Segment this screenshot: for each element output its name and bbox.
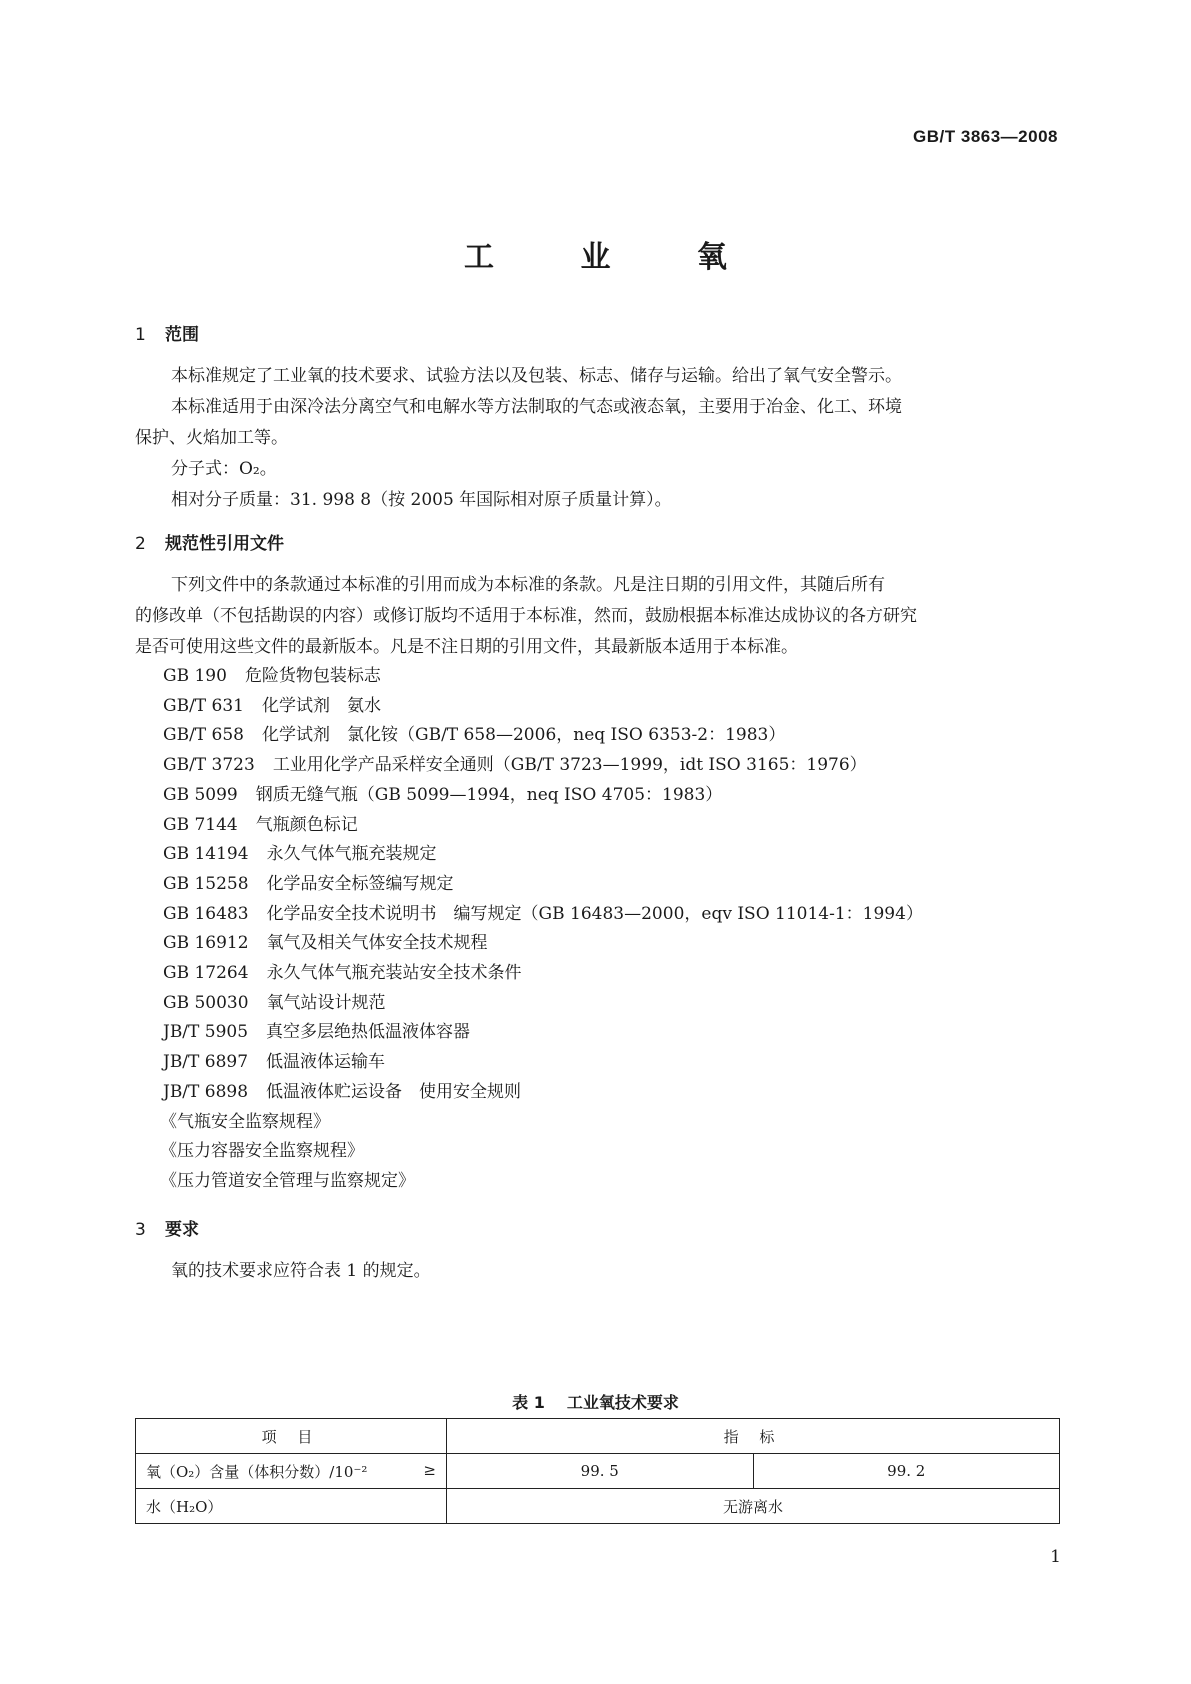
table-caption (0, 1390, 1191, 1413)
paragraph: 本标准适用于由深冷法分离空气和电解水等方法制取的气态或液态氧，主要用于冶金、化工、环境 (171, 397, 902, 417)
reference-title: 永久气体气瓶充装站安全技术条件 (266, 963, 522, 983)
reference-title: 氧气及相关气体安全技术规程 (266, 933, 488, 953)
reference-code: JB/T 6897 (163, 1052, 249, 1072)
item-label: 氧（O₂）含量（体积分数）/10⁻² (146, 1462, 368, 1481)
reference-title: 氧气站设计规范 (266, 993, 386, 1013)
reference-title: 化学品安全标签编写规定 (266, 874, 454, 894)
reference-item (163, 1047, 385, 1072)
reference-title: 真空多层绝热低温液体容器 (266, 1022, 471, 1042)
reference-code: GB 16912 (163, 933, 249, 953)
reference-title: 化学试剂 氯化铵（GB/T 658—2006，neq ISO 6353-2：1983） (262, 725, 786, 745)
reference-item (163, 1017, 470, 1042)
reference-title: 气瓶颜色标记 (255, 815, 358, 835)
reference-title: 危险货物包装标志 (244, 666, 381, 686)
header-item: 项 目 (136, 1419, 447, 1454)
spec-table (135, 1418, 1060, 1524)
reference-code: GB/T 631 (163, 696, 244, 716)
reference-item (163, 810, 358, 835)
table-row (136, 1454, 1060, 1489)
paragraph: 是否可使用这些文件的最新版本。凡是不注日期的引用文件，其最新版本适用于本标准。 (135, 637, 798, 657)
reference-code: GB 14194 (163, 844, 249, 864)
reference-item (163, 928, 488, 953)
reference-item (163, 899, 923, 924)
value-cell: 99. 5 (447, 1454, 754, 1489)
table-row (136, 1489, 1060, 1524)
reference-code: GB/T 3723 (163, 755, 255, 775)
paragraph: 本标准规定了工业氧的技术要求、试验方法以及包装、标志、储存与运输。给出了氧气安全警示。 (171, 366, 902, 386)
reference-item (163, 869, 454, 894)
reference-item (163, 691, 381, 716)
operator: ≥ (423, 1460, 436, 1479)
table-title: 工业氧技术要求 (566, 1393, 679, 1412)
reference-code: JB/T 6898 (163, 1082, 249, 1102)
paragraph: 下列文件中的条款通过本标准的引用而成为本标准的条款。凡是注日期的引用文件，其随后所有 (171, 575, 885, 595)
section-number: 3 (135, 1220, 146, 1240)
reference-code: GB 15258 (163, 874, 249, 894)
table-header-row (136, 1419, 1060, 1454)
page-number: 1 (1050, 1547, 1061, 1567)
row-item (136, 1454, 447, 1489)
reference-code: GB 5099 (163, 785, 238, 805)
reference-title: 化学品安全技术说明书 编写规定（GB 16483—2000，eqv ISO 11014-1：1994） (266, 904, 923, 924)
reference-title: 低温液体运输车 (266, 1052, 386, 1072)
merged-value-cell: 无游离水 (447, 1489, 1060, 1524)
reference-code: GB 17264 (163, 963, 249, 983)
paragraph: 保护、火焰加工等。 (135, 428, 288, 448)
reference-code: JB/T 5905 (163, 1022, 249, 1042)
table-number: 表 1 (512, 1393, 545, 1412)
reference-item (163, 1077, 521, 1102)
section-1-heading (135, 320, 199, 345)
section-number: 2 (135, 534, 146, 554)
reference-code: GB 190 (163, 666, 227, 686)
reference-code: GB/T 658 (163, 725, 244, 745)
formula-line: 分子式：O₂。 (171, 459, 277, 479)
reference-title: 工业用化学产品采样安全通则（GB/T 3723—1999，idt ISO 3165：1976） (272, 755, 867, 775)
section-title: 规范性引用文件 (165, 534, 284, 554)
section-title: 范围 (165, 325, 199, 345)
reference-item (163, 661, 381, 686)
reference-title: 低温液体贮运设备 使用安全规则 (266, 1082, 522, 1102)
molar-mass-line: 相对分子质量：31. 998 8（按 2005 年国际相对原子质量计算）。 (171, 490, 672, 510)
document-title: 工 业 氧 (464, 240, 765, 275)
value-cell: 99. 2 (753, 1454, 1060, 1489)
reference-item (163, 750, 867, 775)
paragraph: 氧的技术要求应符合表 1 的规定。 (171, 1261, 431, 1281)
reference-item (163, 780, 722, 805)
regulation-item: 《压力容器安全监察规程》 (160, 1141, 364, 1161)
reference-title: 钢质无缝气瓶（GB 5099—1994，neq ISO 4705：1983） (255, 785, 723, 805)
reference-title: 化学试剂 氨水 (262, 696, 381, 716)
section-title: 要求 (165, 1220, 199, 1240)
section-number: 1 (135, 325, 146, 345)
regulation-item: 《压力管道安全管理与监察规定》 (160, 1171, 415, 1191)
reference-code: GB 50030 (163, 993, 249, 1013)
header-index: 指 标 (447, 1419, 1060, 1454)
reference-item (163, 720, 785, 745)
section-2-heading (135, 529, 284, 554)
reference-item (163, 988, 386, 1013)
reference-title: 永久气体气瓶充装规定 (266, 844, 437, 864)
section-3-heading (135, 1215, 199, 1240)
reference-code: GB 16483 (163, 904, 249, 924)
reference-item (163, 958, 522, 983)
regulation-item: 《气瓶安全监察规程》 (160, 1112, 330, 1132)
reference-code: GB 7144 (163, 815, 238, 835)
paragraph: 的修改单（不包括勘误的内容）或修订版均不适用于本标准，然而，鼓励根据本标准达成协议的各方研究 (135, 606, 917, 626)
standard-code: GB/T 3863—2008 (913, 127, 1058, 146)
reference-item (163, 839, 437, 864)
row-item: 水（H₂O） (136, 1489, 447, 1524)
